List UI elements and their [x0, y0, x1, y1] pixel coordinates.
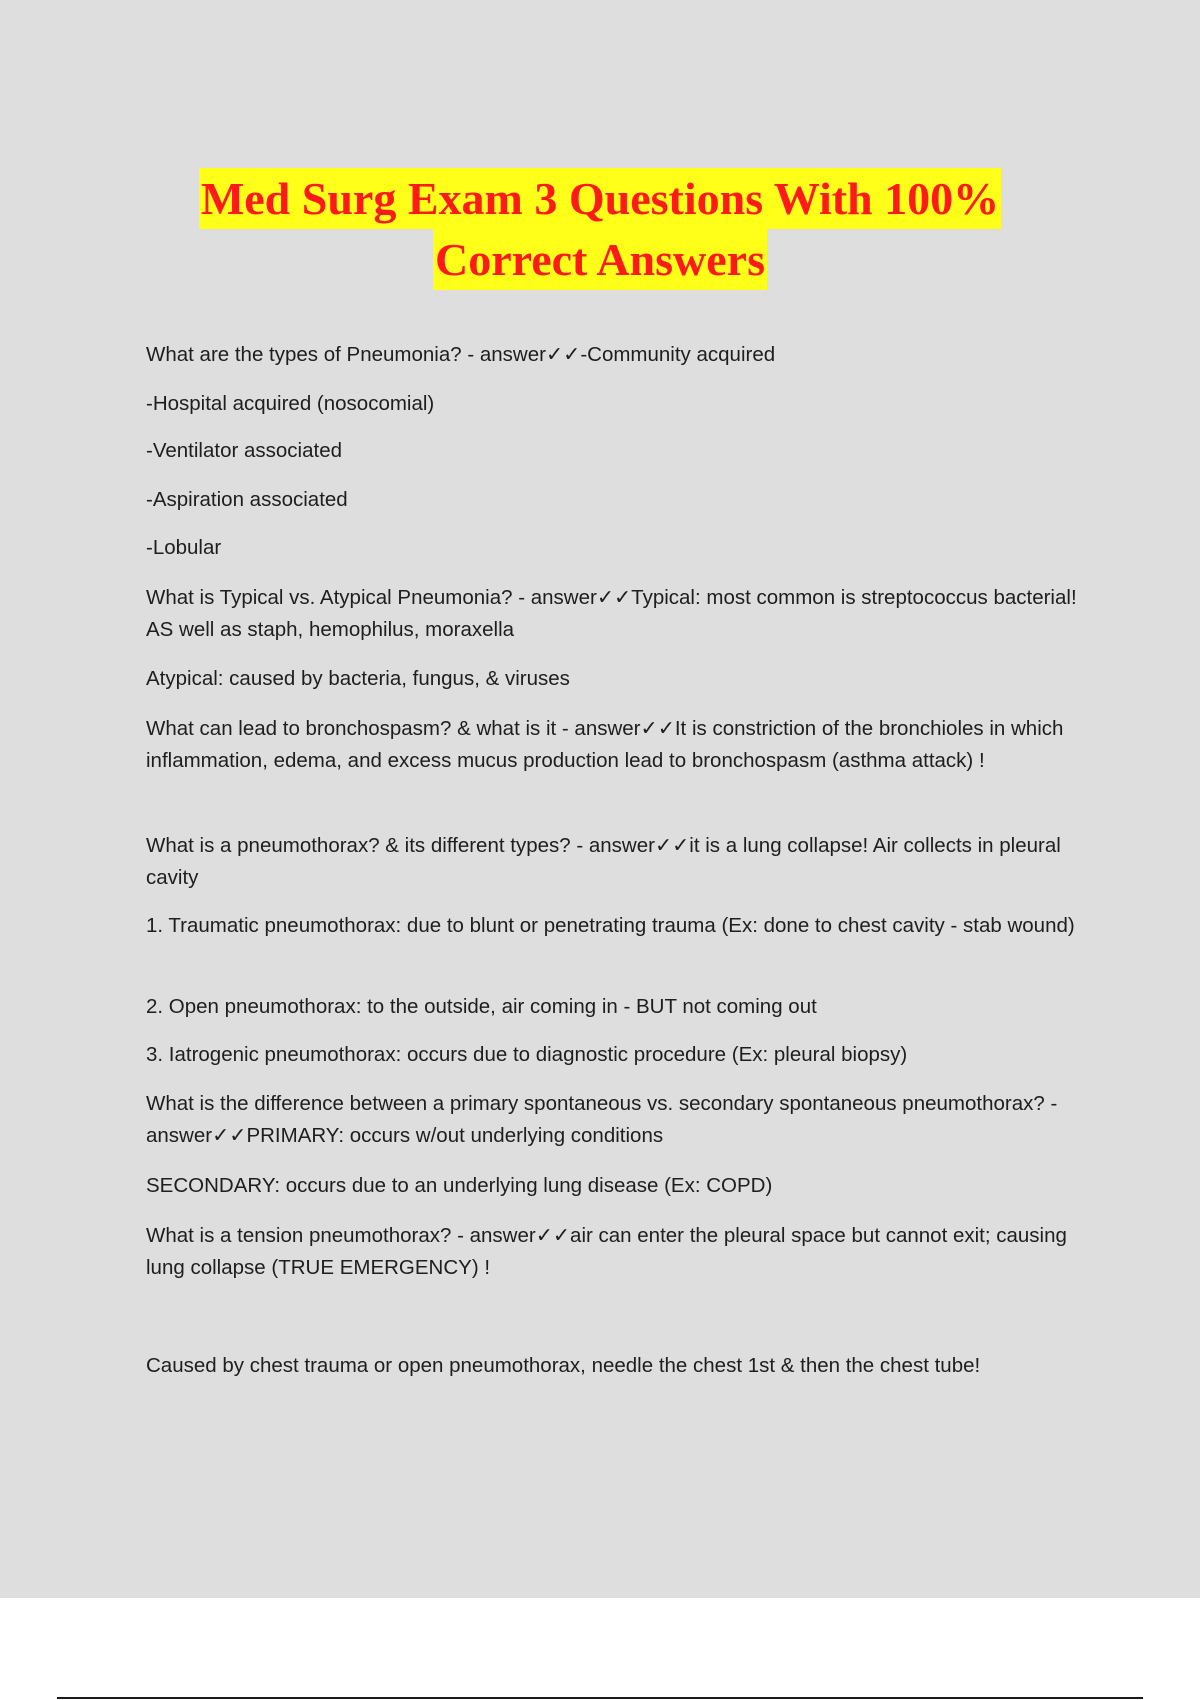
title-line-2: Correct Answers: [433, 229, 767, 290]
paragraph-ventilator-associated: -Ventilator associated: [146, 439, 343, 462]
paragraph-secondary: SECONDARY: occurs due to an underlying lung disease (Ex: COPD): [146, 1174, 773, 1197]
paragraph-aspiration-associated: -Aspiration associated: [146, 488, 348, 511]
paragraph-atypical-causes: Atypical: caused by bacteria, fungus, & viruses: [146, 667, 570, 690]
paragraph-primary-secondary: What is the difference between a primary spontaneous vs. secondary spontaneous pneumothorax? - answer✓✓PRIMARY: occurs w/out underlying conditions: [146, 1092, 1058, 1147]
paragraph-bronchospasm: What can lead to bronchospasm? & what is it - answer✓✓It is constriction of the bronchioles in which inflammation, edema, and excess mucus production lead to bronchospasm (asthma attack) !: [146, 717, 1064, 772]
paragraph-pneumothorax-types: What is a pneumothorax? & its different types? - answer✓✓it is a lung collapse! Air collects in pleural cavity: [146, 834, 1061, 889]
paragraph-open: 2. Open pneumothorax: to the outside, air coming in - BUT not coming out: [146, 995, 817, 1018]
paragraph-iatrogenic: 3. Iatrogenic pneumothorax: occurs due to diagnostic procedure (Ex: pleural biopsy): [146, 1043, 908, 1066]
paragraph-tension: What is a tension pneumothorax? - answer✓✓air can enter the pleural space but cannot exit; causing lung collapse (TRUE EMERGENCY) !: [146, 1224, 1067, 1279]
paragraph-typical-atypical: What is Typical vs. Atypical Pneumonia? - answer✓✓Typical: most common is streptococcus bacterial! AS well as staph, hemophilus, moraxella: [146, 586, 1077, 641]
paragraph-lobular: -Lobular: [146, 536, 222, 559]
document-title: [0, 168, 1200, 290]
paragraph-tension-causes: Caused by chest trauma or open pneumothorax, needle the chest 1st & then the chest tube!: [146, 1354, 981, 1377]
footer-divider: [57, 1697, 1143, 1699]
title-line-1: Med Surg Exam 3 Questions With 100%: [199, 168, 1001, 229]
paragraph-traumatic: 1. Traumatic pneumothorax: due to blunt or penetrating trauma (Ex: done to chest cavity - stab wound): [146, 914, 1075, 937]
paragraph-pneumonia-types: What are the types of Pneumonia? - answer✓✓-Community acquired: [146, 343, 776, 366]
paragraph-hospital-acquired: -Hospital acquired (nosocomial): [146, 392, 435, 415]
